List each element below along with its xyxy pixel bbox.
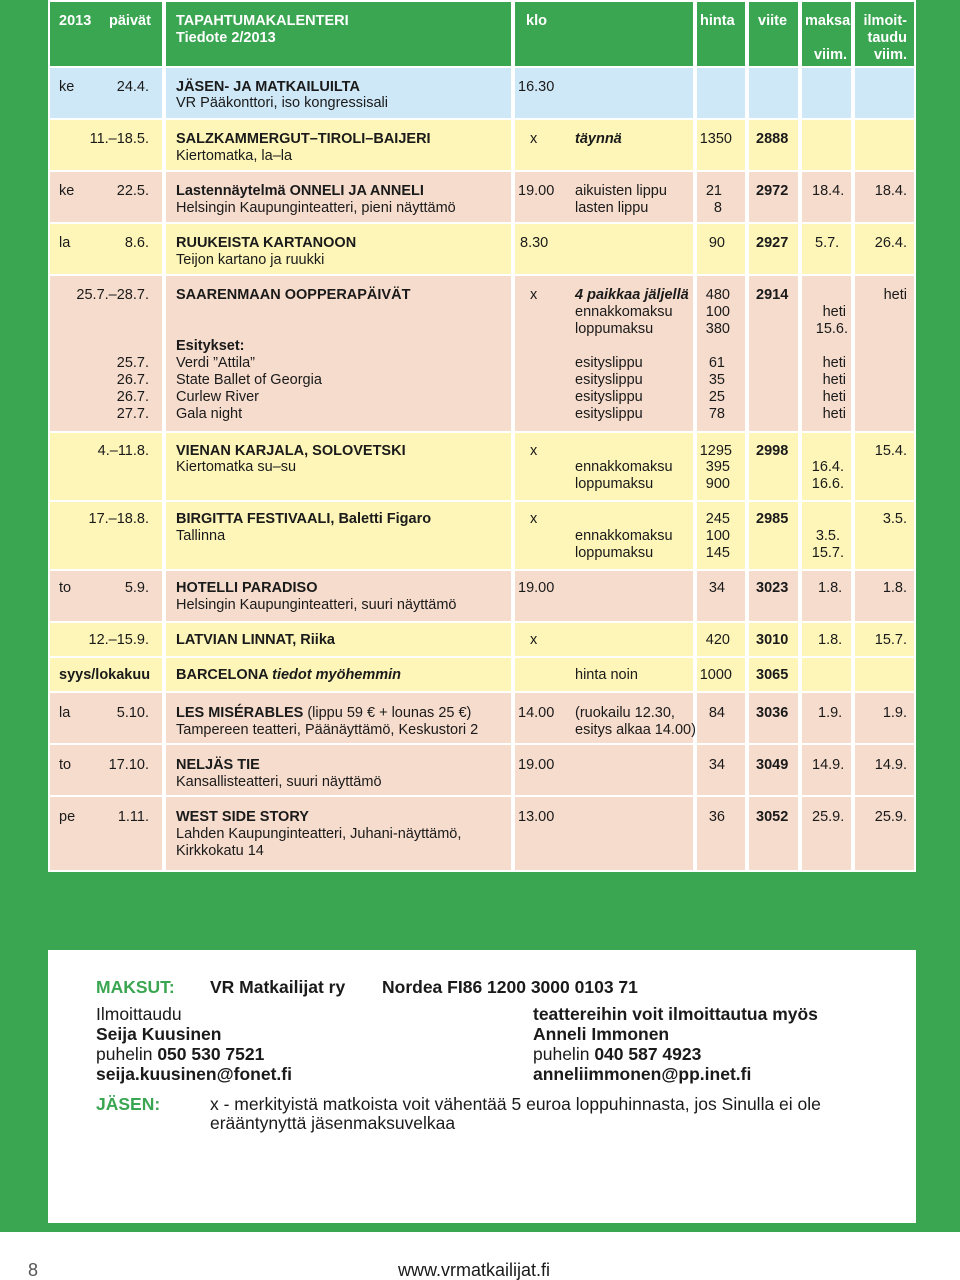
event-time: 19.00 xyxy=(518,580,555,596)
event-price: 21 xyxy=(705,183,722,199)
payment-deadline: 1.9. xyxy=(818,705,843,721)
event-row xyxy=(50,658,914,691)
payment-deadline: 1.8. xyxy=(818,580,843,596)
event-day: to xyxy=(59,757,72,773)
show-ticket: esityslippu xyxy=(575,406,643,422)
header-hinta: hinta xyxy=(700,13,735,29)
event-price: 900 xyxy=(705,476,730,492)
registration-deadline: 15.4. xyxy=(874,443,907,459)
event-ref: 2888 xyxy=(756,131,789,147)
event-row xyxy=(50,120,914,170)
event-date: syys/lokakuu xyxy=(59,667,151,683)
show-price: 61 xyxy=(708,355,725,371)
page-number: 8 xyxy=(28,1260,39,1280)
event-time: 8.30 xyxy=(520,235,549,251)
header-maksa: maksa xyxy=(805,13,851,29)
event-note: hinta noin xyxy=(575,667,638,683)
show-name: Curlew River xyxy=(176,389,259,405)
registration-deadline: 15.7. xyxy=(874,632,907,648)
registration-deadline: 1.9. xyxy=(882,705,907,721)
member-discount-mark: x xyxy=(530,511,538,527)
event-venue: Tampereen teatteri, Päänäyttämö, Keskustori 2 xyxy=(176,722,479,738)
payment-info-box xyxy=(48,950,916,1223)
event-day: pe xyxy=(59,809,76,825)
payment-deadline: 15.6. xyxy=(815,321,848,337)
member-discount-mark: x xyxy=(530,131,538,147)
header-days: päivät xyxy=(109,13,151,29)
member-discount-mark: x xyxy=(530,632,538,648)
event-title: HOTELLI PARADISO xyxy=(176,580,318,596)
registration-deadline: 26.4. xyxy=(874,235,907,251)
header-subtitle: Tiedote 2/2013 xyxy=(176,30,276,46)
show-pay: heti xyxy=(822,355,846,371)
event-time: 19.00 xyxy=(518,757,555,773)
show-pay: heti xyxy=(822,406,846,422)
event-row xyxy=(50,276,914,431)
event-price: 100 xyxy=(705,528,730,544)
event-note: (ruokailu 12.30, xyxy=(575,705,675,721)
event-price: 90 xyxy=(708,235,725,251)
event-time: 19.00 xyxy=(518,183,555,199)
event-title: VIENAN KARJALA, SOLOVETSKI xyxy=(176,443,406,459)
event-row xyxy=(50,693,914,743)
ticket-type: loppumaksu xyxy=(575,321,654,337)
payment-deadline: heti xyxy=(822,304,846,320)
event-title-extra: (lippu 59 € + lounas 25 €) xyxy=(307,705,472,721)
contact-email[interactable]: seija.kuusinen@fonet.fi xyxy=(96,1064,292,1084)
event-ref: 2972 xyxy=(756,183,789,199)
event-row xyxy=(50,224,914,274)
event-price: 145 xyxy=(705,545,730,561)
member-discount-mark: x xyxy=(530,443,538,459)
event-date: 4.–11.8. xyxy=(97,443,149,459)
event-ref: 3023 xyxy=(756,580,789,596)
phone-label: puhelin xyxy=(533,1044,595,1064)
contact-name-theatre: Anneli Immonen xyxy=(533,1024,670,1044)
payment-deadline: 3.5. xyxy=(815,528,840,544)
registration-deadline: 14.9. xyxy=(874,757,907,773)
payment-deadline: 16.4. xyxy=(811,459,844,475)
event-venue: Kiertomatka, la–la xyxy=(176,148,293,164)
event-address: Kirkkokatu 14 xyxy=(176,843,264,859)
event-title: RUUKEISTA KARTANOON xyxy=(176,235,357,251)
payment-deadline: 15.7. xyxy=(811,545,844,561)
show-date: 26.7. xyxy=(116,372,149,388)
phone-label: puhelin xyxy=(96,1044,158,1064)
event-row xyxy=(50,745,914,795)
event-title: JÄSEN- JA MATKAILUILTA xyxy=(176,79,360,95)
show-pay: heti xyxy=(822,372,846,388)
event-ref: 3036 xyxy=(756,705,789,721)
event-price: 8 xyxy=(713,200,722,216)
ticket-type: loppumaksu xyxy=(575,545,654,561)
payment-deadline: 5.7. xyxy=(815,235,840,251)
event-ref: 2914 xyxy=(756,287,789,303)
event-price: 34 xyxy=(708,580,725,596)
event-row xyxy=(50,571,914,621)
event-row xyxy=(50,623,914,656)
member-text: erääntynyttä jäsenmaksuvelkaa xyxy=(210,1113,456,1133)
ticket-type: ennakkomaksu xyxy=(575,459,673,475)
event-day: la xyxy=(59,705,71,721)
shows-label: Esitykset: xyxy=(176,338,245,354)
event-title: LATVIAN LINNAT, Riika xyxy=(176,632,335,648)
event-time: 16.30 xyxy=(518,79,555,95)
member-label: JÄSEN: xyxy=(96,1094,161,1114)
event-row xyxy=(50,797,914,870)
event-day: to xyxy=(59,580,72,596)
event-price: 245 xyxy=(705,511,730,527)
contact-intro: Ilmoittaudu xyxy=(96,1004,182,1024)
event-calendar-table xyxy=(48,0,916,872)
header-title: TAPAHTUMAKALENTERI xyxy=(176,13,349,29)
ticket-type: loppumaksu xyxy=(575,476,654,492)
event-venue: Kansallisteatteri, suuri näyttämö xyxy=(176,774,382,790)
event-ref: 3065 xyxy=(756,667,789,683)
event-date: 1.11. xyxy=(117,809,149,825)
show-date: 27.7. xyxy=(116,406,149,422)
event-date: 5.10. xyxy=(116,705,149,721)
event-title: NELJÄS TIE xyxy=(176,757,260,773)
event-price: 36 xyxy=(708,809,725,825)
show-name: Verdi ”Attila” xyxy=(176,355,255,371)
event-day: la xyxy=(59,235,71,251)
event-title xyxy=(176,705,471,722)
header-year: 2013 xyxy=(59,13,92,29)
event-note: esitys alkaa 14.00) xyxy=(575,722,696,738)
member-discount-mark: x xyxy=(530,287,538,303)
payment-deadline: 18.4. xyxy=(812,183,845,199)
event-note: täynnä xyxy=(575,131,622,147)
header-taudu: taudu xyxy=(867,30,907,46)
event-price: 1000 xyxy=(699,667,732,683)
event-price: 1295 xyxy=(699,443,732,459)
event-price: 380 xyxy=(705,321,730,337)
event-title-text: BARCELONA xyxy=(176,667,269,683)
show-ticket: esityslippu xyxy=(575,372,643,388)
event-date: 5.9. xyxy=(124,580,149,596)
event-title: SAARENMAAN OOPPERAPÄIVÄT xyxy=(176,287,411,303)
event-day: ke xyxy=(59,79,75,95)
event-title: Lastennäytelmä ONNELI JA ANNELI xyxy=(176,183,424,199)
show-price: 78 xyxy=(708,406,725,422)
website-link[interactable]: www.vrmatkailijat.fi xyxy=(398,1260,551,1280)
event-title-text: LES MISÉRABLES xyxy=(176,705,304,721)
event-date: 12.–15.9. xyxy=(88,632,149,648)
contact-name: Seija Kuusinen xyxy=(96,1024,222,1044)
event-venue: Kiertomatka su–su xyxy=(176,459,297,475)
show-ticket: esityslippu xyxy=(575,355,643,371)
event-price: 395 xyxy=(705,459,730,475)
event-date: 25.7.–28.7. xyxy=(76,287,149,303)
event-venue: Lahden Kaupunginteatteri, Juhani-näyttämö, xyxy=(176,826,462,842)
event-date: 11.–18.5. xyxy=(89,131,149,147)
registration-deadline: 3.5. xyxy=(882,511,907,527)
event-title: WEST SIDE STORY xyxy=(176,809,309,825)
event-ref: 3010 xyxy=(756,632,789,648)
show-pay: heti xyxy=(822,389,846,405)
payment-deadline: 25.9. xyxy=(812,809,845,825)
event-date: 8.6. xyxy=(124,235,149,251)
page-footer xyxy=(0,1232,960,1280)
registration-deadline: 1.8. xyxy=(882,580,907,596)
contact-email-theatre[interactable]: anneliimmonen@pp.inet.fi xyxy=(533,1064,752,1084)
event-row xyxy=(50,502,914,569)
event-row xyxy=(50,433,914,500)
contact-phone xyxy=(96,1044,264,1064)
event-row xyxy=(50,172,914,222)
event-ref: 3049 xyxy=(756,757,789,773)
payment-deadline: 1.8. xyxy=(818,632,843,648)
header-maksa-viim: viim. xyxy=(813,47,847,63)
event-ref: 2985 xyxy=(756,511,789,527)
show-date: 26.7. xyxy=(116,389,149,405)
event-price: 1350 xyxy=(699,131,732,147)
show-price: 35 xyxy=(708,372,725,388)
show-name: Gala night xyxy=(176,406,243,422)
event-price: 420 xyxy=(705,632,730,648)
event-venue: Helsingin Kaupunginteatteri, pieni näyttämö xyxy=(176,200,456,216)
event-title xyxy=(176,667,401,684)
event-title-note: tiedot myöhemmin xyxy=(272,667,402,683)
payment-payee: VR Matkailijat ry xyxy=(210,977,346,997)
payment-deadline: 14.9. xyxy=(812,757,845,773)
contact-intro-theatre: teattereihin voit ilmoittautua myös xyxy=(533,1004,818,1024)
event-venue: VR Pääkonttori, iso kongressisali xyxy=(176,95,388,111)
event-ref: 2998 xyxy=(756,443,789,459)
phone-number: 040 587 4923 xyxy=(594,1044,702,1064)
event-date: 17.–18.8. xyxy=(88,511,149,527)
ticket-type: lasten lippu xyxy=(575,200,649,216)
show-price: 25 xyxy=(708,389,725,405)
payment-label: MAKSUT: xyxy=(96,977,175,997)
event-ref: 3052 xyxy=(756,809,789,825)
payment-deadline: 16.6. xyxy=(811,476,844,492)
show-ticket: esityslippu xyxy=(575,389,643,405)
event-date: 17.10. xyxy=(108,757,149,773)
member-text: x - merkityistä matkoista voit vähentää 5 euroa loppuhinnasta, jos Sinulla ei ole xyxy=(210,1094,821,1114)
event-venue: Teijon kartano ja ruukki xyxy=(176,252,325,268)
event-venue: Tallinna xyxy=(176,528,226,544)
header-klo: klo xyxy=(526,13,547,29)
event-time: 13.00 xyxy=(518,809,555,825)
ticket-type: aikuisten lippu xyxy=(575,183,667,199)
header-ilm-viim: viim. xyxy=(873,47,907,63)
header-viite: viite xyxy=(758,13,788,29)
event-price: 84 xyxy=(708,705,725,721)
show-name: State Ballet of Georgia xyxy=(176,372,322,388)
payment-account: Nordea FI86 1200 3000 0103 71 xyxy=(382,977,638,997)
event-ref: 2927 xyxy=(756,235,789,251)
ticket-type: ennakkomaksu xyxy=(575,528,673,544)
event-note: 4 paikkaa jäljellä xyxy=(575,287,689,303)
event-row xyxy=(50,68,914,118)
event-price: 34 xyxy=(708,757,725,773)
event-title: BIRGITTA FESTIVAALI, Baletti Figaro xyxy=(176,511,432,527)
event-day: ke xyxy=(59,183,75,199)
registration-deadline: heti xyxy=(883,287,907,303)
event-price: 480 xyxy=(705,287,730,303)
event-date: 22.5. xyxy=(116,183,149,199)
contact-phone-theatre xyxy=(533,1044,701,1064)
table-header xyxy=(50,2,914,66)
event-title: SALZKAMMERGUT–TIROLI–BAIJERI xyxy=(176,131,431,147)
registration-deadline: 18.4. xyxy=(874,183,907,199)
ticket-type: ennakkomaksu xyxy=(575,304,673,320)
event-time: 14.00 xyxy=(518,705,555,721)
header-ilmoit: ilmoit- xyxy=(863,13,907,29)
event-price: 100 xyxy=(705,304,730,320)
registration-deadline: 25.9. xyxy=(874,809,907,825)
phone-number: 050 530 7521 xyxy=(157,1044,265,1064)
event-venue: Helsingin Kaupunginteatteri, suuri näyttämö xyxy=(176,597,457,613)
event-date: 24.4. xyxy=(116,79,149,95)
show-date: 25.7. xyxy=(116,355,149,371)
